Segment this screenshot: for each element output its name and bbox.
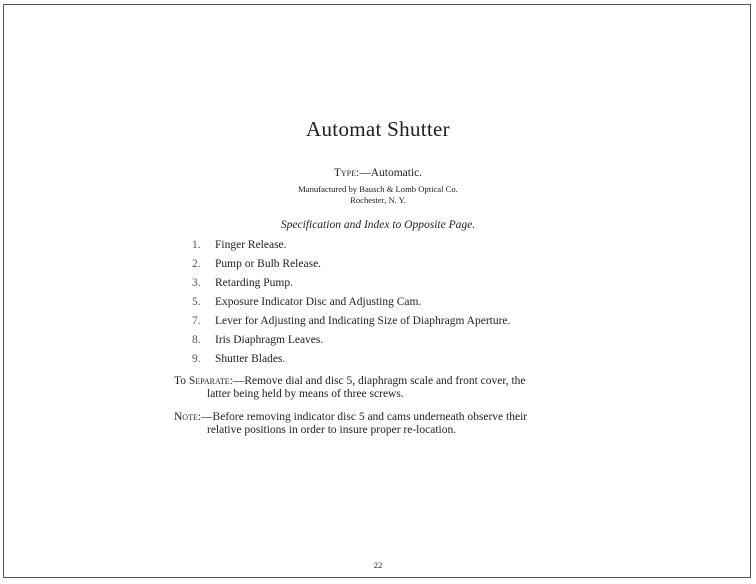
item-text: Lever for Adjusting and Indicating Size of Diaphragm Aperture. [215, 315, 511, 327]
item-number: 2. [192, 258, 201, 270]
item-text: Shutter Blades. [215, 353, 286, 365]
item-number: 3. [192, 277, 201, 289]
item-text: Retarding Pump. [215, 277, 293, 289]
separate-instructions [174, 375, 594, 401]
item-text: Pump or Bulb Release. [215, 258, 322, 270]
item-number: 5. [192, 296, 201, 308]
parts-index-list [192, 236, 510, 369]
separate-text-line1: :—Remove dial and disc 5, diaphragm scale and front cover, the [229, 375, 526, 387]
item-text: Finger Release. [215, 239, 287, 251]
page-number: 22 [373, 560, 383, 570]
note-label: Note [174, 411, 198, 423]
type-label: Type [333, 167, 356, 179]
item-number: 8. [192, 334, 201, 346]
type-line [0, 167, 756, 179]
page-title: Automat Shutter [306, 117, 450, 141]
note-text-line1: :—Before removing indicator disc 5 and cams underneath observe their [197, 411, 528, 423]
list-item [192, 255, 510, 274]
separate-prefix: To [174, 375, 189, 387]
list-item [192, 331, 510, 350]
list-item [192, 293, 510, 312]
list-item [192, 274, 510, 293]
manufacturer-block [0, 184, 756, 206]
item-text: Iris Diaphragm Leaves. [215, 334, 324, 346]
list-item [192, 350, 510, 369]
type-value: :—Automatic. [356, 167, 423, 179]
item-number: 1. [192, 239, 201, 251]
item-text: Exposure Indicator Disc and Adjusting Cam. [215, 296, 422, 308]
item-number: 9. [192, 353, 201, 365]
manufacturer-name: Manufactured by Bausch & Lomb Optical Co. [298, 184, 458, 194]
note-paragraph [174, 411, 594, 437]
separate-text-line2: latter being held by means of three screws. [207, 388, 404, 400]
note-text-line2: relative positions in order to insure proper re-location. [207, 424, 457, 436]
list-item [192, 236, 510, 255]
manufacturer-location: Rochester, N. Y. [350, 195, 406, 205]
item-number: 7. [192, 315, 201, 327]
separate-label: Separate [188, 375, 230, 387]
list-item [192, 312, 510, 331]
spec-heading: Specification and Index to Opposite Page. [280, 219, 476, 231]
